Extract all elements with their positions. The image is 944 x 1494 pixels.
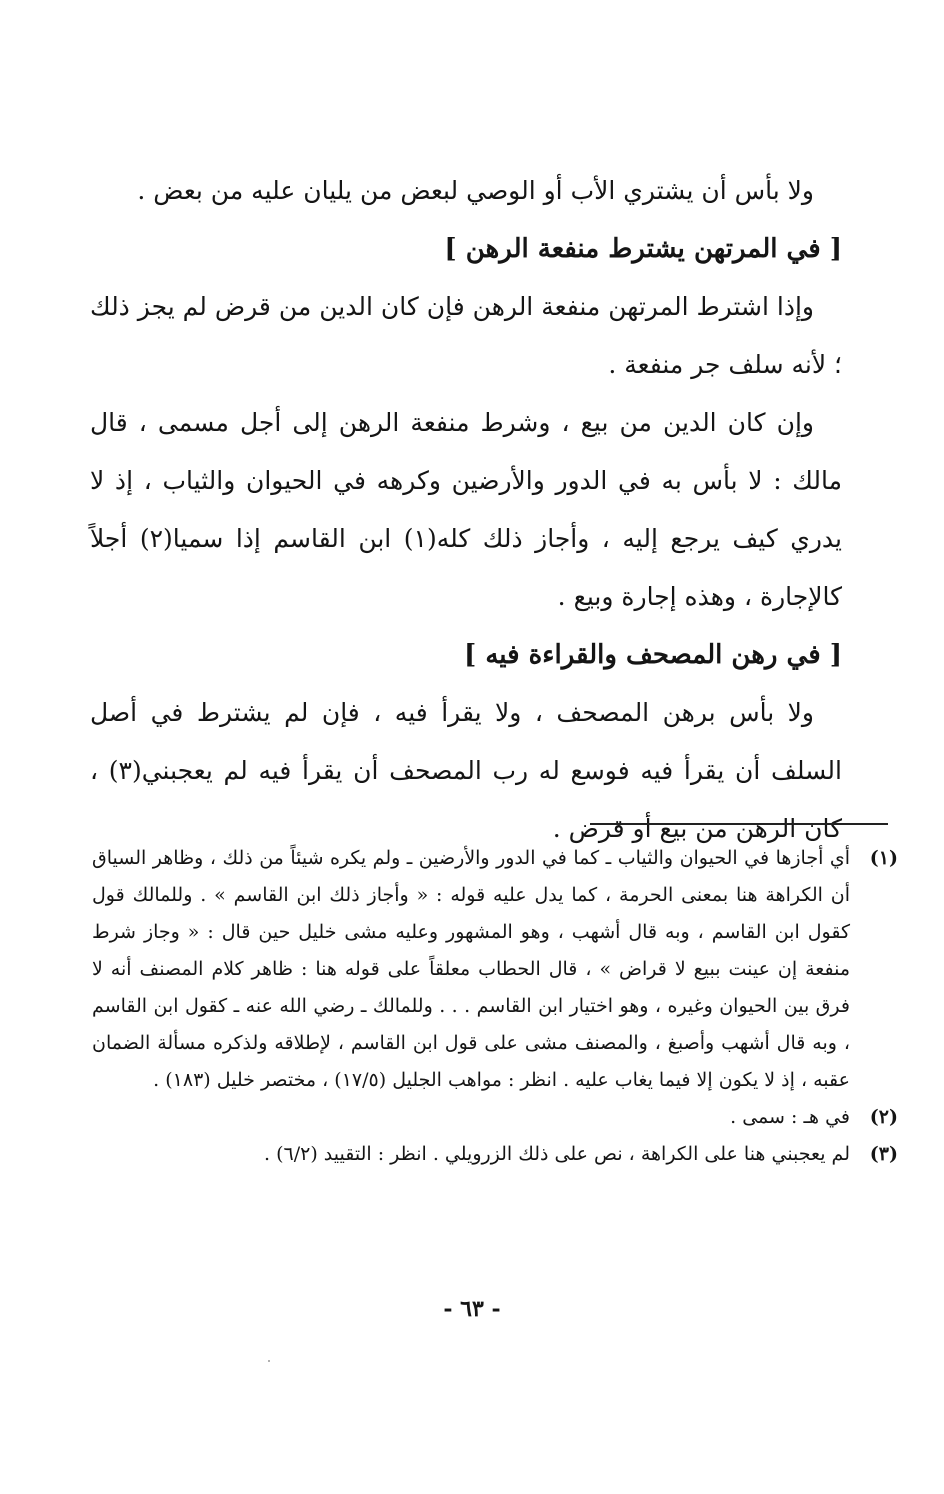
footnotes [92,840,898,1173]
footnote-2 [92,1099,898,1136]
footnote-number: (٣) [869,1143,898,1165]
paragraph-2: وإذا اشترط المرتهن منفعة الرهن فإن كان الدين من قرض لم يجز ذلك ؛ لأنه سلف جر منفعة . [90,292,842,379]
paragraph-1: ولا بأس أن يشتري الأب أو الوصي لبعض من يليان عليه من بعض . [137,176,814,205]
paragraph-3: وإن كان الدين من بيع ، وشرط منفعة الرهن إلى أجل مسمى ، قال مالك : لا بأس به في الدور والأرضين وكرهه في الحيوان والثياب ، إذ لا يدري كيف يرجع إليه ، وأجاز ذلك كله(١) ابن القاسم إذا سميا(٢) أجلاً كالإجارة ، وهذه إجارة وبيع . [90,408,842,611]
footnote-3 [92,1136,898,1173]
section-heading-1: [ في المرتهن يشترط منفعة الرهن ] [444,234,842,264]
scan-speck [268,1360,270,1362]
footnote-text: أي أجازها في الحيوان والثياب ـ كما في الدور والأرضين ـ ولم يكره شيئاً من ذلك ، وظاهر السياق أن الكراهة هنا بمعنى الحرمة ، كما يدل عليه قوله : « وأجاز ذلك ابن القاسم » . وللمالك قول كقول ابن القاسم ، وبه قال أشهب ، وهو المشهور وعليه مشى خليل حين قال : « وجاز شرط منفعة إن عينت ببيع لا قراض » ، قال الحطاب معلقاً على قوله هنا : ظاهر كلام المصنف أنه لا فرق بين الحيوان وغيره ، وهو اختيار ابن القاسم . . . وللمالك ـ رضي الله عنه ـ كقول ابن القاسم ، وبه قال أشهب وأصبغ ، والمصنف مشى على قول ابن القاسم ، لإطلاقه ولذكره مسألة الضمان عقبه ، إذ لا يكون إلا فيما يغاب عليه . انظر : مواهب الجليل (١٧/٥) ، مختصر خليل (١٨٣) . [92,847,850,1091]
paragraph-4: ولا بأس برهن المصحف ، ولا يقرأ فيه ، فإن لم يشترط في أصل السلف أن يقرأ فيه فوسع له رب المصحف أن يقرأ فيه لم يعجبني(٣) ، كان الرهن من بيع أو قرض . [90,698,842,843]
page-number: - ٦٣ - [443,1296,501,1322]
footnote-text: في هـ : سمى . [730,1106,850,1128]
section-heading-2: [ في رهن المصحف والقراءة فيه ] [464,640,842,670]
footnote-1 [92,840,898,1099]
footnote-number: (١) [869,847,898,869]
main-text [90,162,842,858]
footnote-text: لم يعجبني هنا على الكراهة ، نص على ذلك الزرويلي . انظر : التقييد (٦/٢) . [264,1143,850,1165]
footnote-separator [590,823,888,825]
footnote-number: (٢) [869,1106,898,1128]
